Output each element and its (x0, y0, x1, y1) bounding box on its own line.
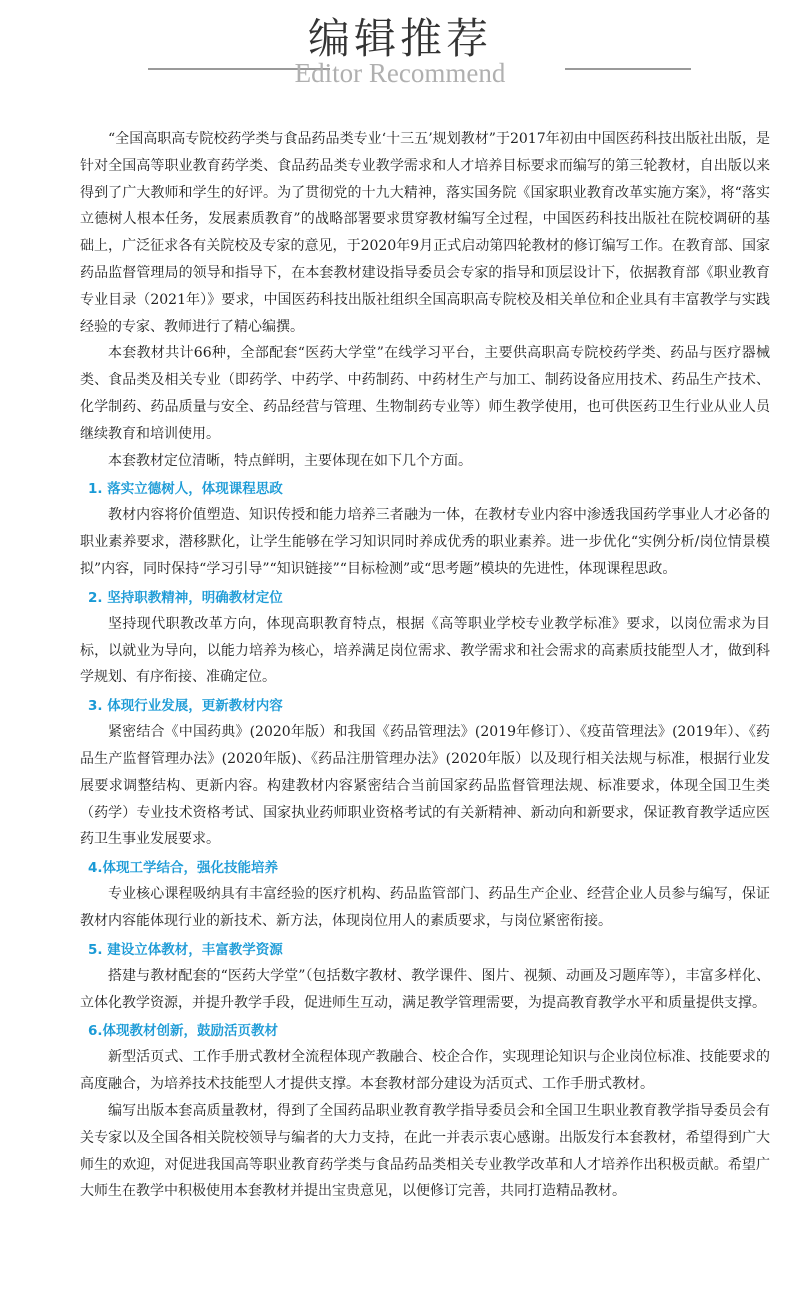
section-heading: 5. 建设立体教材，丰富教学资源 (88, 941, 283, 958)
section-heading: 3. 体现行业发展，更新教材内容 (88, 698, 283, 715)
scope-paragraph: 本套教材共计66种，全部配套“医药大学堂”在线学习平台，主要供高职高专院校药学类、药品与医疗器械类、食品类及相关专业（即药学、中药学、中药制药、中药材生产与加工、制药设备应用技术、药品生产技术、化学制药、药品质量与安全、药品经营与管理、生物制药专业等）师生教学使用，也可供医药卫生行业从业人员继续教育和培训使用。 (80, 345, 770, 442)
section-heading: 2. 坚持职教精神，明确教材定位 (88, 589, 283, 606)
section-heading: 4.体现工学结合，强化技能培养 (88, 860, 279, 877)
section-heading: 6.体现教材创新，鼓励活页教材 (88, 1023, 279, 1040)
section-body: 坚持现代职教改革方向，体现高职教育特点，根据《高等职业学校专业教学标准》要求，以岗位需求为目标，以就业为导向，以能力培养为核心，培养满足岗位需求、教学需求和社会需求的高素质技能型人才，做到科学规划、有序衔接、准确定位。 (80, 615, 770, 686)
section-heading: 1. 落实立德树人，体现课程思政 (88, 481, 283, 498)
intro-paragraph: “全国高职高专院校药学类与食品药品类专业‘十三五’规划教材”于2017年初由中国医药科技出版社出版，是针对全国高等职业教育药学类、食品药品类专业教学需求和人才培养目标要求而编写的第三轮教材，自出版以来得到了广大教师和学生的好评。为了贯彻党的十九大精神，落实国务院《国家职业教育改革实施方案》，将“落实立德树人根本任务，发展素质教育”的战略部署要求贯穿教材编写全过程，中国医药科技出版社在院校调研的基础上，广泛征求各有关院校及专家的意见，于2020年9月正式启动第四轮教材的修订编写工作。在教育部、国家药品监督管理局的领导和指导下，在本套教材建设指导委员会专家的指导和顶层设计下，依据教育部《职业教育专业目录（2021年）》要求，中国医药科技出版社组织全国高职高专院校及相关单位和企业具有丰富教学与实践经验的专家、教师进行了精心编撰。 (80, 131, 770, 335)
page-header (0, 0, 800, 100)
page-subtitle: Editor Recommend (294, 58, 506, 88)
section-body: 搭建与教材配套的“医药大学堂”（包括数字教材、教学课件、图片、视频、动画及习题库等），丰富多样化、立体化教学资源，并提升教学手段，促进师生互动，满足教学管理需要，为提高教育教学水平和质量提供支撑。 (80, 967, 770, 1011)
page-title: 编辑推荐 (307, 14, 492, 63)
section-body: 新型活页式、工作手册式教材全流程体现产教融合、校企合作，实现理论知识与企业岗位标准、技能要求的高度融合，为培养技术技能型人才提供支撑。本套教材部分建设为活页式、工作手册式教材。 (80, 1049, 770, 1093)
section-body: 紧密结合《中国药典》(2020年版）和我国《药品管理法》(2019年修订）、《疫苗管理法》(2019年）、《药品生产监督管理办法》(2020年版)、《药品注册管理办法》(2020年版）以及现行相关法规与标准，根据行业发展要求调整结构、更新内容。构建教材内容紧密结合当前国家药品监督管理法规、标准要求，体现全国卫生类（药学）专业技术资格考试、国家执业药师职业资格考试的有关新精神、新动向和新要求，保证教育教学适应医药卫生事业发展要求。 (80, 724, 770, 848)
section-body: 教材内容将价值塑造、知识传授和能力培养三者融为一体，在教材专业内容中渗透我国药学事业人才必备的职业素养要求，潜移默化，让学生能够在学习知识同时养成优秀的职业素养。进一步优化“实例分析/岗位情景模拟”内容，同时保持“学习引导”“知识链接”“目标检测”或“思考题”模块的先进性，体现课程思政。 (80, 507, 770, 577)
features-intro-paragraph: 本套教材定位清晰，特点鲜明，主要体现在如下几个方面。 (108, 452, 472, 469)
article-body (80, 126, 770, 1205)
section-body: 专业核心课程吸纳具有丰富经验的医疗机构、药品监管部门、药品生产企业、经营企业人员参与编写，保证教材内容能体现行业的新技术、新方法，体现岗位用人的素质要求，与岗位紧密衔接。 (80, 886, 770, 929)
title-rule-right (565, 68, 691, 70)
closing-paragraph: 编写出版本套高质量教材，得到了全国药品职业教育教学指导委员会和全国卫生职业教育教学指导委员会有关专家以及全国各相关院校领导与编者的大力支持，在此一并表示衷心感谢。出版发行本套教材，希望得到广大师生的欢迎，对促进我国高等职业教育药学类与食品药品类相关专业教学改革和人才培养作出积极贡献。希望广大师生在教学中积极使用本套教材并提出宝贵意见，以便修订完善，共同打造精品教材。 (80, 1102, 770, 1200)
